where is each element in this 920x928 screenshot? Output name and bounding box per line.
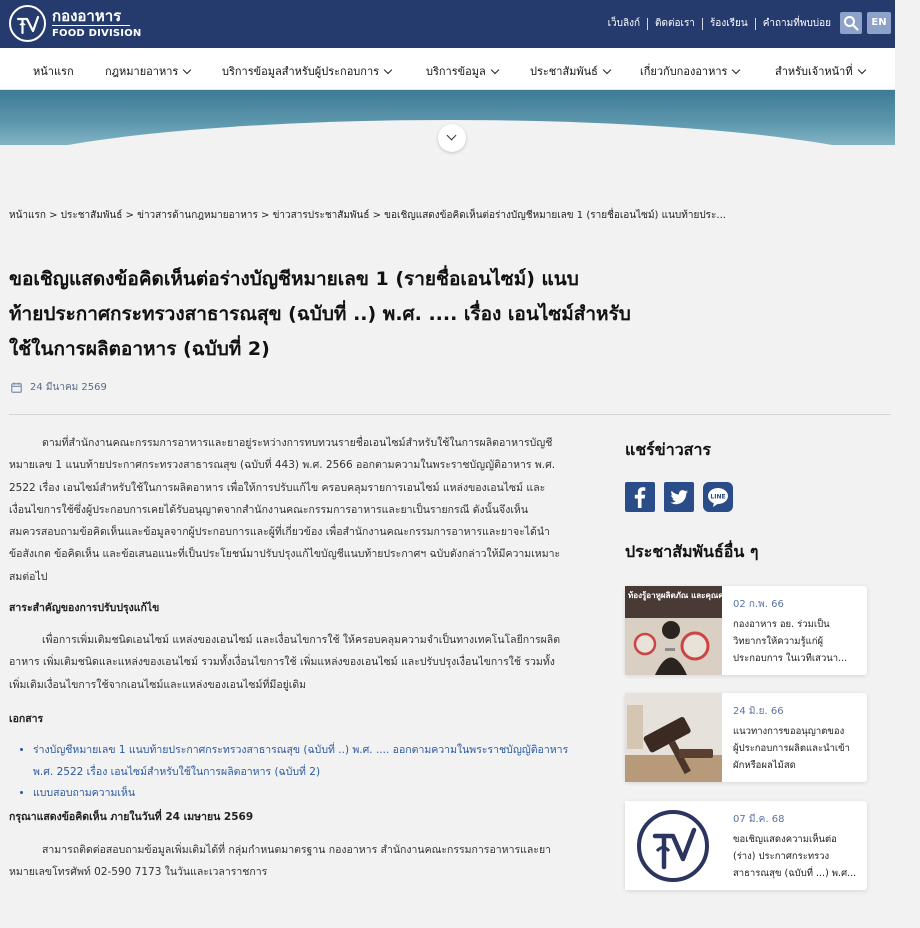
link-separator	[702, 18, 703, 30]
chevron-down-icon	[447, 131, 457, 141]
related-news-card[interactable]	[625, 586, 867, 675]
scroll-down-button[interactable]	[438, 124, 466, 152]
link-line: พ.ศ. 2522 เรื่อง เอนไซม์สำหรับใช้ในการผลิตอาหาร (ฉบับที่ 2)	[33, 765, 321, 778]
main-navigation	[0, 48, 895, 90]
deadline-notice: กรุณาแสดงข้อคิดเห็น ภายในวันที่ 24 เมษายน 2569	[9, 811, 254, 823]
faq-link[interactable]: คำถามที่พบบ่อย	[762, 18, 831, 29]
essence-paragraph	[9, 629, 581, 696]
contact-link[interactable]: ติดต่อเรา	[655, 18, 695, 29]
title-line: ขอเชิญแสดงข้อคิดเห็นต่อร่างบัญชีหมายเลข 1 (รายชื่อเอนไซม์) แนบ	[9, 268, 579, 290]
nav-label: เกี่ยวกับกองอาหาร	[640, 65, 728, 78]
publish-date	[11, 380, 107, 395]
nav-item-home[interactable]	[33, 62, 74, 80]
nav-item-information-services[interactable]	[426, 62, 498, 80]
line-share-button[interactable]	[703, 482, 733, 512]
nav-label: สำหรับเจ้าหน้าที่	[775, 65, 853, 78]
nav-item-about[interactable]	[640, 62, 739, 80]
news-title-line: (ร่าง) ประกาศกระทรวง	[733, 851, 830, 862]
utility-links	[608, 16, 831, 31]
link-separator	[647, 18, 648, 30]
news-thumbnail	[625, 801, 722, 890]
nav-item-public-relations[interactable]	[530, 62, 610, 80]
nav-label: ประชาสัมพันธ์	[530, 65, 598, 78]
complaint-link[interactable]: ร้องเรียน	[709, 18, 748, 29]
related-news-heading: ประชาสัมพันธ์อื่น ๆ	[625, 542, 759, 561]
news-date: 24 มิ.ย. 66	[733, 706, 784, 717]
title-divider	[9, 414, 891, 415]
nav-label: บริการข้อมูล	[426, 65, 486, 78]
title-line: ใช้ในการผลิตอาหาร (ฉบับที่ 2)	[9, 338, 270, 360]
paragraph-line: ตามที่สำนักงานคณะกรรมการอาหารและยาอยู่ระหว่างการทบทวนรายชื่อเอนไซม์สำหรับใช้ในการผลิตอาหารบัญชี	[42, 437, 553, 449]
paragraph-line: 2522 เรื่อง เอนไซม์สำหรับใช้ในการผลิตอาหาร เพื่อให้การปรับแก้ไข ครอบคลุมรายการเอนไซม์ แหล่งของเอนไซม์ และ	[9, 481, 546, 494]
news-title-line: กองอาหาร อย. ร่วมเป็น	[733, 619, 830, 630]
contact-paragraph	[9, 839, 581, 884]
news-title-line: ขอเชิญแสดงความเห็นต่อ	[733, 834, 837, 845]
chevron-down-icon	[857, 66, 865, 74]
brand-name-thai[interactable]: กองอาหาร	[52, 7, 122, 25]
news-title-line: สาธารณสุข (ฉบับที่ ...) พ.ศ...	[733, 868, 857, 879]
document-link-survey[interactable]: • แบบสอบถามความเห็น	[33, 783, 581, 805]
paragraph-line: ข้อสังเกต ข้อคิดเห็น และข้อเสนอแนะที่เป็นประโยชน์มาปรับปรุงแก้ไขบัญชีแนบท้ายประกาศฯ ฉบับดังกล่าวให้มีความเหมาะ	[9, 548, 561, 561]
intro-paragraph	[9, 432, 581, 588]
nav-item-food-law[interactable]	[105, 62, 190, 80]
news-title	[733, 616, 859, 667]
nav-item-operator-services[interactable]	[222, 62, 391, 80]
top-header-bar	[0, 0, 895, 48]
documents-list	[33, 740, 581, 805]
brand-divider	[52, 25, 130, 26]
news-title-line: ผู้ประกอบการผลิตและนำเข้า	[733, 743, 850, 754]
nav-label: กฎหมายอาหาร	[105, 65, 179, 78]
news-title-line: แนวทางการขออนุญาตของ	[733, 726, 845, 737]
food-division-logo[interactable]	[9, 5, 46, 42]
paragraph-line: เพิ่มเติมเงื่อนไขการใช้จากเอนไซม์และแหล่งของเอนไซม์ที่มีอยู่เดิม	[9, 678, 307, 691]
chevron-down-icon	[384, 66, 392, 74]
news-title-line: ประกอบการ ในเวทีเสวนา...	[733, 653, 848, 664]
nav-label: หน้าแรก	[33, 65, 74, 78]
line-icon	[703, 482, 733, 512]
related-news-card[interactable]	[625, 693, 867, 782]
paragraph-line: สมต่อไป	[9, 570, 48, 583]
food-division-logo-icon	[625, 801, 722, 890]
paragraph-line: เงื่อนไขการใช้ซึ่งผู้ประกอบการเคยได้รับอนุญาตจากสำนักงานคณะกรรมการอาหารและยาเป็นรายกรณี ดังนั้นจึงเห็น	[9, 503, 529, 516]
news-title-line: วิทยากรให้ความรู้แก่ผู้	[733, 636, 824, 647]
twitter-icon	[664, 482, 694, 512]
chevron-down-icon	[603, 66, 611, 74]
chevron-down-icon	[732, 66, 740, 74]
news-title-line: ผักหรือผลไม้สด	[733, 760, 796, 771]
search-icon	[843, 15, 859, 31]
web-links-link[interactable]: เว็บลิงก์	[607, 18, 641, 29]
nav-label: บริการข้อมูลสำหรับผู้ประกอบการ	[222, 65, 380, 78]
thumbnail-caption: ท้องรู้อาหูผลิตภัณ และคุณค่าทางโภชนาก	[628, 591, 772, 600]
news-title	[733, 831, 859, 882]
document-link-draft[interactable]	[33, 740, 581, 783]
link-line: • ร่างบัญชีหมายเลข 1 แนบท้ายประกาศกระทรวงสาธารณสุข (ฉบับที่ ..) พ.ศ. .... ออกตามความในพระราชบัญญัติอาหาร	[33, 744, 569, 756]
logo-mark-icon	[11, 7, 44, 40]
chevron-down-icon	[183, 66, 191, 74]
search-button[interactable]	[840, 12, 862, 34]
breadcrumb[interactable]: หน้าแรก > ประชาสัมพันธ์ > ข่าวสารด้านกฎหมายอาหาร > ข่าวสารประชาสัมพันธ์ > ขอเชิญแสดงข้อคิดเห็นต่อร่างบัญชีหมายเลข 1 (รายชื่อเอนไซม์) แนบท้ายประ...	[9, 210, 726, 221]
chevron-down-icon	[491, 66, 499, 74]
facebook-icon	[625, 482, 655, 512]
news-thumbnail	[625, 693, 722, 782]
link-separator	[755, 18, 756, 30]
nav-item-staff[interactable]	[775, 62, 865, 80]
page-title	[9, 262, 729, 367]
essence-heading: สาระสำคัญของการปรับปรุงแก้ไข	[9, 602, 160, 614]
share-heading: แชร์ข่าวสาร	[625, 440, 712, 459]
news-date: 02 ก.พ. 66	[733, 599, 784, 610]
twitter-share-button[interactable]	[664, 482, 694, 512]
paragraph-line: อาหาร เพิ่มเติมชนิดและแหล่งของเอนไซม์ รวมทั้งเงื่อนไขการใช้ เพิ่มแหล่งของเอนไซม์ และปรับปรุงเงื่อนไขการใช้ รวมทั้ง	[9, 656, 555, 669]
paragraph-line: หมายเลขโทรศัพท์ 02-590 7173 ในวันและเวลาราชการ	[9, 866, 268, 879]
calendar-icon	[11, 382, 22, 393]
brand-name-english[interactable]: FOOD DIVISION	[52, 28, 142, 39]
news-date: 07 มี.ค. 68	[733, 814, 785, 825]
documents-heading: เอกสาร	[9, 713, 44, 725]
related-news-card[interactable]	[625, 801, 867, 890]
date-text: 24 มีนาคม 2569	[30, 382, 107, 393]
paragraph-line: สมควรสอบถามข้อคิดเห็นและข้อมูลจากผู้ประกอบการและผู้ที่เกี่ยวข้อง เพื่อสำนักงานคณะกรรมการอาหารและยาจะได้นำ	[9, 526, 550, 539]
facebook-share-button[interactable]	[625, 482, 655, 512]
paragraph-line: เพื่อการเพิ่มเติมชนิดเอนไซม์ แหล่งของเอนไซม์ และเงื่อนไขการใช้ ให้ครอบคลุมความจำเป็นทางเทคโนโลยีการผลิต	[42, 634, 561, 646]
news-title	[733, 723, 859, 774]
title-line: ท้ายประกาศกระทรวงสาธารณสุข (ฉบับที่ ..) พ.ศ. .... เรื่อง เอนไซม์สำหรับ	[9, 303, 631, 325]
paragraph-line: สามารถติดต่อสอบถามข้อมูลเพิ่มเติมได้ที่ กลุ่มกำหนดมาตรฐาน กองอาหาร สำนักงานคณะกรรมการอาหารและยา	[42, 844, 551, 856]
language-toggle-button[interactable]: EN	[867, 12, 891, 34]
paragraph-line: หมายเลข 1 แนบท้ายประกาศกระทรวงสาธารณสุข (ฉบับที่ 443) พ.ศ. 2566 ออกตามความในพระราชบัญญัติอาหาร พ.ศ.	[9, 459, 556, 472]
svg-text:LINE: LINE	[710, 493, 726, 501]
